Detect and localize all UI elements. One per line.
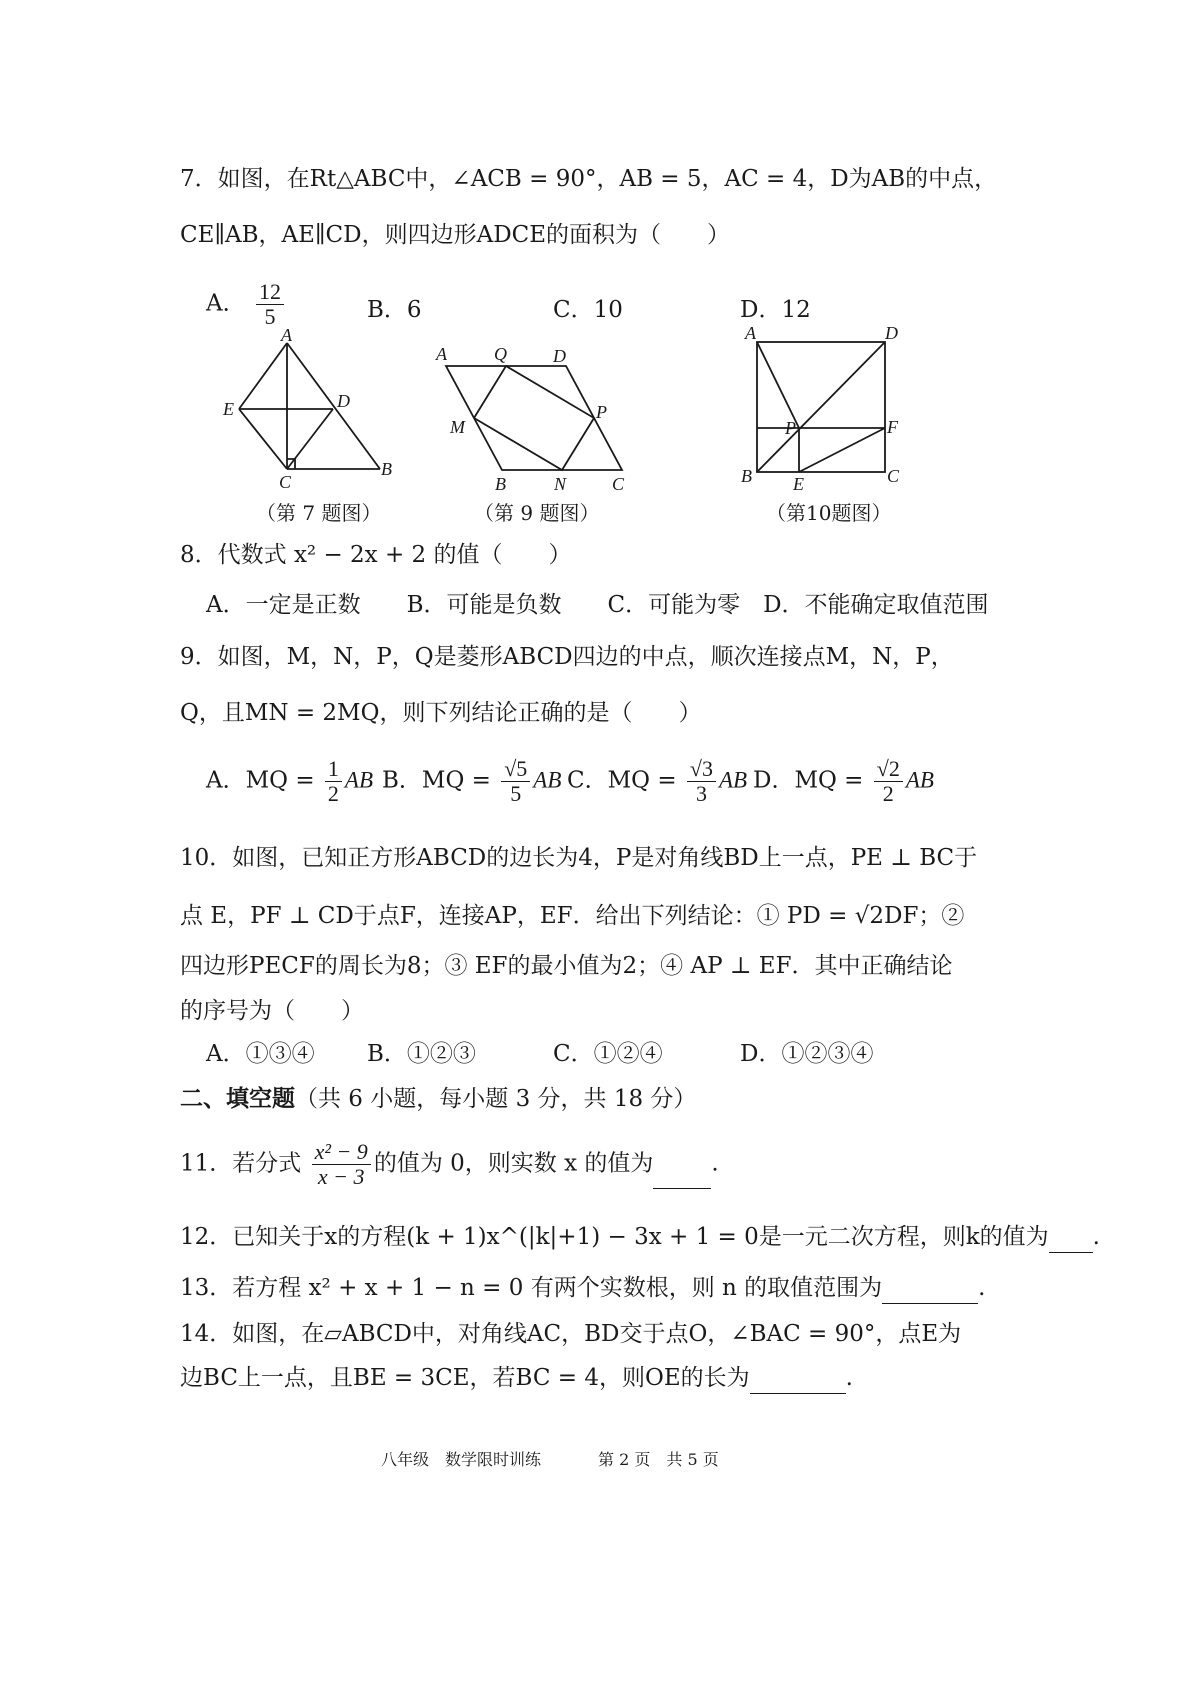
footer-course: 八年级 数学限时训练 [381, 1450, 542, 1469]
q13-answer-blank[interactable] [882, 1281, 978, 1304]
q9-option-b-numerator: √5 [501, 757, 530, 782]
figure-7-diagram [215, 325, 405, 495]
fig10-label-c: C [887, 466, 900, 486]
q11-numerator: x² − 9 [312, 1140, 371, 1165]
q10-option-b: B．①②③ [367, 1041, 476, 1067]
fig9-label-q: Q [494, 344, 507, 364]
q13-line [180, 1272, 985, 1304]
q9-option-b-denominator: 5 [510, 781, 522, 806]
q11-suffix: 的值为 0，则实数 x 的值为 [373, 1150, 654, 1177]
fig7-label-b: B [381, 459, 392, 479]
q9-option-a [206, 757, 373, 806]
q7-option-a-fraction [256, 280, 284, 329]
q7-option-c: C．10 [553, 297, 623, 323]
q9-option-d-tail: AB [905, 767, 934, 793]
q9-option-c [567, 757, 747, 806]
fig7-label-a: A [281, 325, 292, 345]
q9-option-d-fraction [874, 757, 903, 806]
q14-line2-wrap [180, 1362, 853, 1394]
q9-option-d-numerator: √2 [874, 757, 903, 782]
q8-stem: 8．代数式 x² − 2x + 2 的值（ ） [180, 542, 572, 568]
fig10-label-b: B [741, 466, 752, 486]
q9-option-b-tail: AB [533, 767, 562, 793]
q9-option-d [753, 757, 934, 806]
figure-9-diagram [432, 340, 642, 495]
fig9-label-d: D [553, 346, 566, 366]
q10-line4: 的序号为（ ） [180, 998, 364, 1024]
q7-option-a-label: A． [206, 290, 246, 317]
q9-option-a-label: A．MQ = [206, 767, 315, 794]
q7-line2: CE∥AB，AE∥CD，则四边形ADCE的面积为（ ） [180, 222, 731, 248]
q9-option-b-fraction [501, 757, 530, 806]
q10-line1: 10．如图，已知正方形ABCD的边长为4，P是对角线BD上一点，PE ⊥ BC于 [180, 845, 978, 871]
q9-option-c-fraction [687, 757, 716, 806]
q13-text: 13．若方程 x² + x + 1 − n = 0 有两个实数根，则 n 的取值范围为 [180, 1275, 883, 1301]
q10-option-d: D．①②③④ [740, 1041, 874, 1067]
q9-option-d-denominator: 2 [882, 781, 894, 806]
figure-10-caption: （第10题图） [766, 501, 892, 525]
q12-answer-blank[interactable] [1049, 1230, 1093, 1253]
fig7-label-c: C [279, 472, 292, 492]
fig9-label-n: N [554, 474, 567, 494]
q9-option-a-denominator: 2 [327, 781, 339, 806]
fig7-label-e: E [223, 399, 234, 419]
q9-line2: Q，且MN = 2MQ，则下列结论正确的是（ ） [180, 700, 702, 726]
fig10-label-d: D [885, 323, 898, 343]
fig9-label-p: P [596, 402, 607, 422]
q7-option-a-denominator: 5 [264, 304, 276, 329]
q11-fraction [312, 1140, 371, 1189]
figure-9-caption: （第 9 题图） [474, 501, 600, 525]
q9-option-a-numerator: 1 [325, 757, 342, 782]
footer-page-number: 第 2 页 共 5 页 [598, 1450, 719, 1469]
q10-option-a: A．①③④ [206, 1041, 315, 1067]
q7-option-a [206, 280, 287, 329]
figure-7-caption: （第 7 题图） [256, 501, 382, 525]
section-2-heading [180, 1083, 696, 1115]
q7-option-a-numerator: 12 [256, 280, 284, 305]
q14-line2: 边BC上一点，且BE = 3CE，若BC = 4，则OE的长为 [180, 1365, 750, 1391]
q12-text: 12．已知关于x的方程(k + 1)x^(|k|+1) − 3x + 1 = 0是一元二次方程，则k的值为 [180, 1224, 1049, 1250]
fig9-label-a: A [436, 344, 447, 364]
q7-option-b: B．6 [367, 297, 422, 323]
q10-option-c: C．①②④ [553, 1041, 663, 1067]
q11-end: . [711, 1150, 719, 1177]
q9-option-c-label: C．MQ = [567, 767, 677, 794]
q9-line1: 9．如图，M，N，P，Q是菱形ABCD四边的中点，顺次连接点M，N，P， [180, 644, 954, 670]
q9-option-c-numerator: √3 [687, 757, 716, 782]
fig10-label-e: E [793, 474, 804, 494]
q14-line1: 14．如图，在▱ABCD中，对角线AC，BD交于点O，∠BAC = 90°，点E为 [180, 1321, 962, 1347]
fig7-label-d: D [337, 391, 350, 411]
q9-option-a-tail: AB [344, 767, 374, 793]
fig9-label-c: C [612, 474, 625, 494]
q14-answer-blank[interactable] [750, 1371, 846, 1394]
q9-option-d-label: D．MQ = [753, 767, 864, 794]
fig9-label-b: B [495, 474, 506, 494]
q13-end: . [978, 1275, 986, 1301]
section-2-title: 二、填空题 [180, 1085, 295, 1112]
q14-end: . [845, 1365, 853, 1391]
q12-end: . [1092, 1224, 1100, 1250]
q11-line [180, 1140, 719, 1189]
fig10-label-a: A [745, 323, 756, 343]
q11-prefix: 11．若分式 [180, 1150, 302, 1177]
q8-options: A．一定是正数 B．可能是负数 C．可能为零 D．不能确定取值范围 [206, 592, 989, 618]
fig10-label-f: F [887, 417, 898, 437]
q7-option-d: D．12 [740, 297, 811, 323]
q11-denominator: x − 3 [317, 1164, 365, 1189]
fig9-label-m: M [450, 417, 465, 437]
figure-10-diagram [735, 322, 915, 494]
q10-line3: 四边形PECF的周长为8；③ EF的最小值为2；④ AP ⊥ EF．其中正确结论 [180, 953, 953, 979]
q7-line1: 7．如图，在Rt△ABC中，∠ACB = 90°，AB = 5，AC = 4，D为AB的中点， [180, 166, 998, 192]
q9-option-c-denominator: 3 [695, 781, 707, 806]
section-2-note: （共 6 小题，每小题 3 分，共 18 分） [295, 1086, 697, 1112]
q9-option-c-tail: AB [718, 767, 748, 793]
fig10-label-p: P [785, 418, 796, 438]
q10-line2: 点 E，PF ⊥ CD于点F，连接AP，EF．给出下列结论：① PD = √2DF；② [180, 903, 965, 929]
q11-answer-blank[interactable] [653, 1166, 711, 1189]
q9-option-b-label: B．MQ = [382, 767, 491, 794]
q9-option-a-fraction [325, 757, 342, 806]
q12-line [180, 1221, 1100, 1253]
q9-option-b [382, 757, 561, 806]
